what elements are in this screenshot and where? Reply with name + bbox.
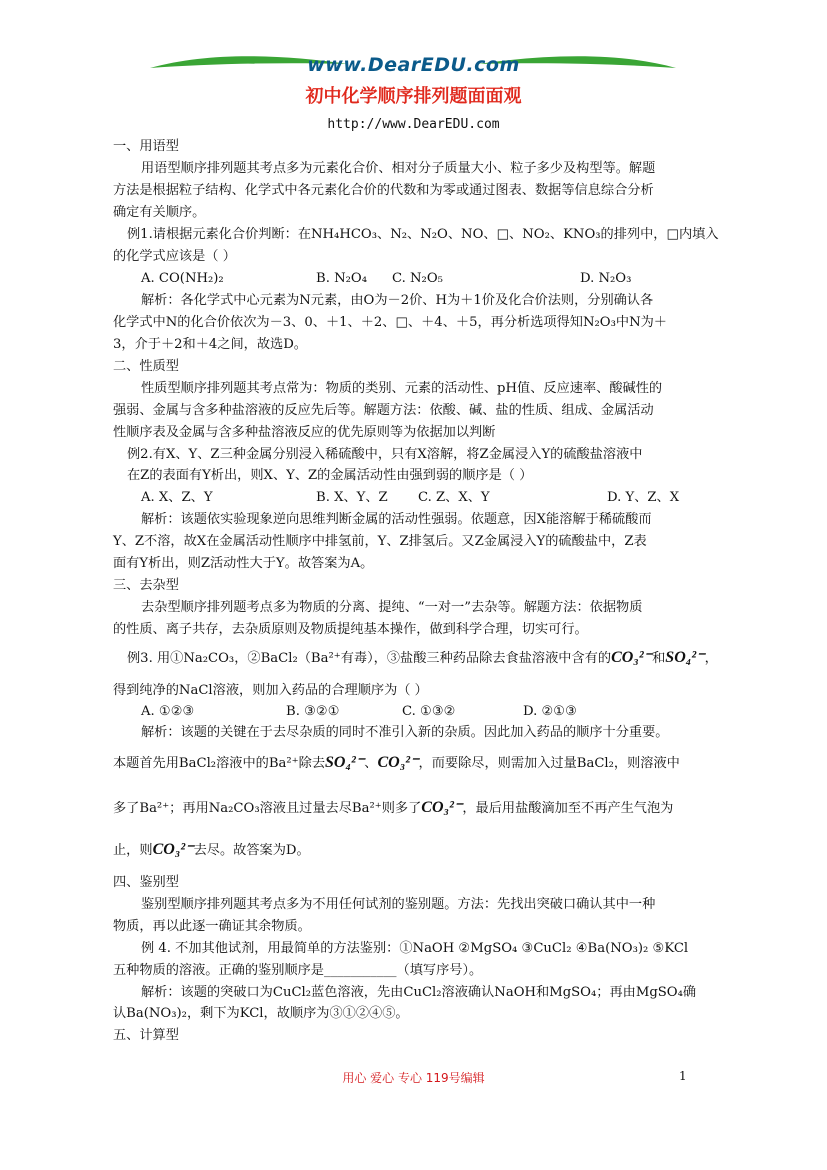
example-line: 得到纯净的NaCl溶液，则加入药品的合理顺序为（ ）	[113, 683, 428, 698]
example-line: 例1.请根据元素化合价判断：在NH₄HCO₃、N₂、N₂O、NO、□、NO₂、KNO₃的排列中，□内填入	[127, 227, 719, 242]
analysis-line: Y、Z不溶，故X在金属活动性顺序中排氢前，Y、Z排氢后。又Z金属浸入Y的硫酸盐中，Z表	[113, 534, 647, 549]
carbonate-ion: CO₃²⁻	[421, 799, 463, 816]
option-d: D. Y、Z、X	[607, 490, 680, 505]
analysis-line: 认Ba(NO₃)₂，剩下为KCl，故顺序为③①②④⑤。	[113, 1006, 409, 1021]
paragraph-line: 确定有关顺序。	[113, 205, 206, 220]
site-brand: www.DearEDU.com	[307, 54, 520, 76]
paragraph-line: 的性质、离子共存，去杂质原则及物质提纯基本操作，做到科学合理，切实可行。	[113, 622, 588, 637]
page-number: 1	[679, 1069, 687, 1083]
paragraph-line: 去杂型顺序排列题考点多为物质的分离、提纯、“一对一”去杂等。解题方法：依据物质	[141, 600, 643, 615]
option-c: C. ①③②	[402, 704, 456, 719]
example-line: 例2.有X、Y、Z三种金属分别浸入稀硫酸中，只有X溶解，将Z金属浸入Y的硫酸盐溶液中	[127, 447, 643, 462]
section-heading: 三、去杂型	[113, 578, 179, 593]
option-c: C. N₂O₅	[392, 271, 443, 286]
page-footer: 用心 爱心 专心 119号编辑	[342, 1071, 485, 1085]
section-heading: 四、鉴别型	[113, 875, 179, 890]
paragraph-line: 方法是根据粒子结构、化学式中各元素化合价的代数和为零或通过图表、数据等信息综合分析	[113, 183, 654, 198]
section-heading: 一、用语型	[113, 139, 179, 154]
carbonate-ion: CO₃²⁻	[377, 754, 419, 771]
sulfate-ion: SO₄²⁻	[325, 754, 365, 771]
analysis-line: 解析：该题的突破口为CuCl₂蓝色溶液，先由CuCl₂溶液确认NaOH和MgSO₄；再由MgSO₄确	[141, 985, 697, 1000]
option-d: D. ②①③	[523, 704, 577, 719]
option-b: B. N₂O₄	[316, 271, 367, 286]
carbonate-ion: CO₃²⁻	[611, 649, 653, 666]
paragraph-line: 性顺序表及金属与含多种盐溶液反应的优先原则等为依据加以判断	[113, 425, 496, 440]
analysis-line: 止，则CO₃²⁻去尽。故答案为D。	[113, 841, 310, 858]
example-line: 五种物质的溶液。正确的鉴别顺序是___________（填写序号）。	[113, 963, 483, 978]
analysis-line: 解析：各化学式中心元素为N元素，由O为－2价、H为＋1价及化合价法则，分别确认各	[141, 293, 654, 308]
example-line: 在Z的表面有Y析出，则X、Y、Z的金属活动性由强到弱的顺序是（ ）	[127, 468, 533, 483]
example-line: 例 4. 不加其他试剂，用最简单的方法鉴别：①NaOH ②MgSO₄ ③CuCl₂ ④Ba(NO₃)₂ ⑤KCl	[141, 941, 689, 956]
analysis-line: 本题首先用BaCl₂溶液中的Ba²⁺除去SO₄²⁻、CO₃²⁻，而要除尽，则需加入过量BaCl₂，则溶液中	[113, 754, 680, 771]
sulfate-ion: SO₄²⁻	[665, 649, 705, 666]
paragraph-line: 强弱、金属与含多种盐溶液的反应先后等。解题方法：依酸、碱、盐的性质、组成、金属活动	[113, 403, 654, 418]
paragraph-line: 物质，再以此逐一确证其余物质。	[113, 919, 311, 934]
section-heading: 二、性质型	[113, 359, 179, 374]
analysis-line: 解析：该题依实验现象逆向思维判断金属的活动性强弱。依题意，因X能溶解于稀硫酸而	[141, 512, 652, 527]
page-title: 初中化学顺序排列题面面观	[305, 86, 522, 107]
option-c: C. Z、X、Y	[418, 490, 490, 505]
section-heading: 五、计算型	[113, 1028, 179, 1043]
analysis-line: 面有Y析出，则Z活动性大于Y。故答案为A。	[113, 556, 374, 571]
site-url[interactable]: http://www.DearEDU.com	[327, 117, 500, 132]
example-line: 的化学式应该是（ ）	[113, 249, 236, 264]
analysis-line: 3，介于＋2和＋4之间，故选D。	[113, 337, 307, 352]
option-d: D. N₂O₃	[580, 271, 632, 286]
paragraph-line: 性质型顺序排列题其考点常为：物质的类别、元素的活动性、pH值、反应速率、酸碱性的	[141, 381, 663, 396]
paragraph-line: 用语型顺序排列题其考点多为元素化合价、相对分子质量大小、粒子多少及构型等。解题	[141, 161, 656, 176]
option-a: A. CO(NH₂)₂	[141, 271, 224, 286]
analysis-line: 化学式中N的化合价依次为－3、0、＋1、＋2、□、＋4、＋5，再分析选项得知N₂O₃中N为＋	[113, 315, 667, 330]
example-line: 例3. 用①Na₂CO₃，②BaCl₂（Ba²⁺有毒），③盐酸三种药品除去食盐溶液中含有的CO₃²⁻和SO₄²⁻，	[127, 649, 718, 666]
option-b: B. ③②①	[286, 704, 340, 719]
paragraph-line: 鉴别型顺序排列题其考点多为不用任何试剂的鉴别题。方法：先找出突破口确认其中一种	[141, 897, 656, 912]
carbonate-ion: CO₃²⁻	[152, 841, 194, 858]
option-a: A. ①②③	[141, 704, 195, 719]
option-b: B. X、Y、Z	[316, 490, 388, 505]
analysis-line: 解析：该题的关键在于去尽杂质的同时不准引入新的杂质。因此加入药品的顺序十分重要。	[141, 725, 669, 740]
analysis-line: 多了Ba²⁺；再用Na₂CO₃溶液且过量去尽Ba²⁺则多了CO₃²⁻，最后用盐酸滴加至不再产生气泡为	[113, 799, 674, 816]
option-a: A. X、Z、Y	[141, 490, 213, 505]
